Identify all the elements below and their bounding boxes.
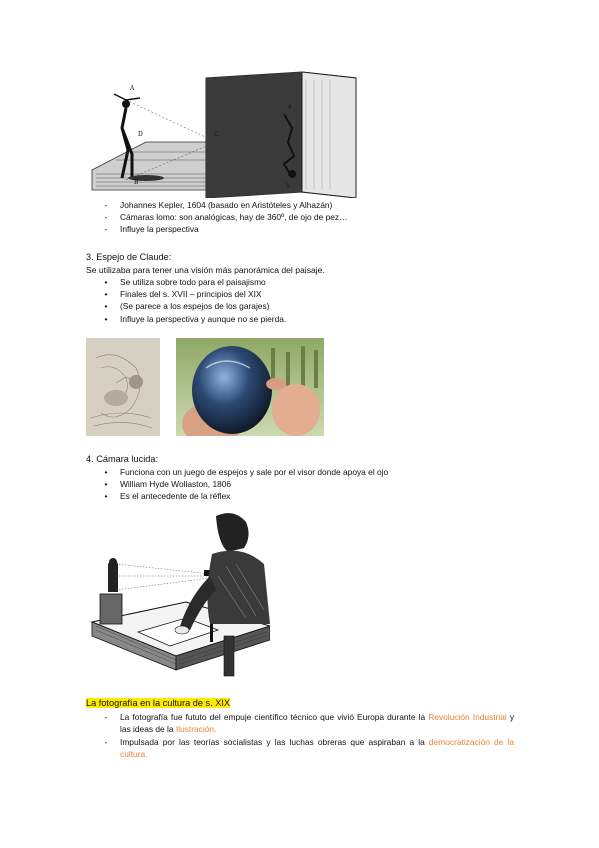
section-5-heading bbox=[86, 697, 230, 709]
svg-text:A: A bbox=[130, 85, 135, 92]
camera-lucida-drawing bbox=[86, 506, 270, 692]
section-3-heading: 3. Espejo de Claude: bbox=[86, 252, 172, 262]
list-item: • Finales del s. XVII – principios del XIX bbox=[120, 288, 286, 300]
list-item: • Es el antecedente de la réflex bbox=[120, 490, 388, 502]
dash-marker: - bbox=[104, 212, 108, 223]
list-item: • (Se parece a los espejos de los garajes) bbox=[120, 300, 286, 312]
list-item: • Influye la perspectiva y aunque no se pierda. bbox=[120, 313, 286, 325]
claude-mirror-photo-drawing bbox=[176, 338, 324, 436]
bullet-marker: • bbox=[104, 277, 108, 287]
bullet-marker: • bbox=[104, 467, 108, 477]
bullet-marker: • bbox=[104, 479, 108, 490]
list-item: • Funciona con un juego de espejos y sale por el visor donde apoya el ojo bbox=[120, 466, 388, 478]
section-3-list bbox=[104, 276, 287, 325]
camera-obscura-drawing bbox=[86, 70, 376, 198]
claude-mirror-engraving bbox=[86, 338, 160, 436]
dash-marker: - bbox=[104, 200, 108, 210]
section-5-list bbox=[104, 711, 515, 761]
list-item: • Se utiliza sobre todo para el paisajismo bbox=[120, 276, 286, 288]
camera-lucida-illustration bbox=[86, 506, 270, 692]
list-item bbox=[104, 736, 514, 761]
highlight-ilustracion: Ilustración. bbox=[175, 724, 217, 735]
svg-text:b: b bbox=[286, 183, 290, 190]
paragraph-industrial-revolution: La fotografía fue fututo del empuje científico técnico que vivió Europa durante la Revolución Industrial y las ideas de la Ilustración. bbox=[120, 712, 515, 735]
section-4-heading: 4. Cámara lucida: bbox=[86, 454, 159, 464]
bullet-marker: • bbox=[104, 491, 108, 502]
svg-text:B: B bbox=[134, 179, 139, 186]
highlight-revolucion-industrial: Revolución Industrial bbox=[428, 712, 507, 722]
camera-obscura-illustration bbox=[86, 70, 376, 198]
svg-text:a: a bbox=[288, 103, 292, 110]
section-4-list bbox=[104, 466, 389, 503]
claude-mirror-engraving-drawing bbox=[86, 338, 160, 436]
bullet-marker: • bbox=[104, 313, 108, 324]
bullet-marker: • bbox=[104, 289, 108, 300]
bullet-marker: • bbox=[104, 301, 108, 312]
list-item: - Johannes Kepler, 1604 (basado en Aristóteles y Alhazán) bbox=[120, 199, 347, 211]
list-item: - Cámaras lomo: son analógicas, hay de 360º, de ojo de pez… bbox=[120, 211, 347, 223]
paragraph-democratization: Impulsada por las teorías socialistas y las luchas obreras que aspiraban a la democratización de la cultura. bbox=[120, 736, 514, 760]
camera-obscura-list bbox=[104, 199, 348, 236]
svg-text:D: D bbox=[138, 131, 143, 138]
list-item: • William Hyde Wollaston, 1806 bbox=[120, 478, 388, 490]
highlight-democratizacion: democratización de la cultura. bbox=[120, 736, 514, 760]
highlighted-title: La fotografía en la cultura de s. XIX bbox=[86, 698, 231, 708]
list-item bbox=[104, 711, 515, 736]
svg-text:C: C bbox=[214, 131, 219, 138]
dash-marker: - bbox=[104, 736, 108, 747]
list-item: - Influye la perspectiva bbox=[120, 223, 347, 235]
dash-marker: - bbox=[104, 224, 108, 235]
claude-mirror-photo bbox=[176, 338, 324, 436]
dash-marker: - bbox=[104, 712, 108, 722]
section-3-intro: Se utilizaba para tener una visión más panorámica del paisaje. bbox=[86, 265, 325, 275]
